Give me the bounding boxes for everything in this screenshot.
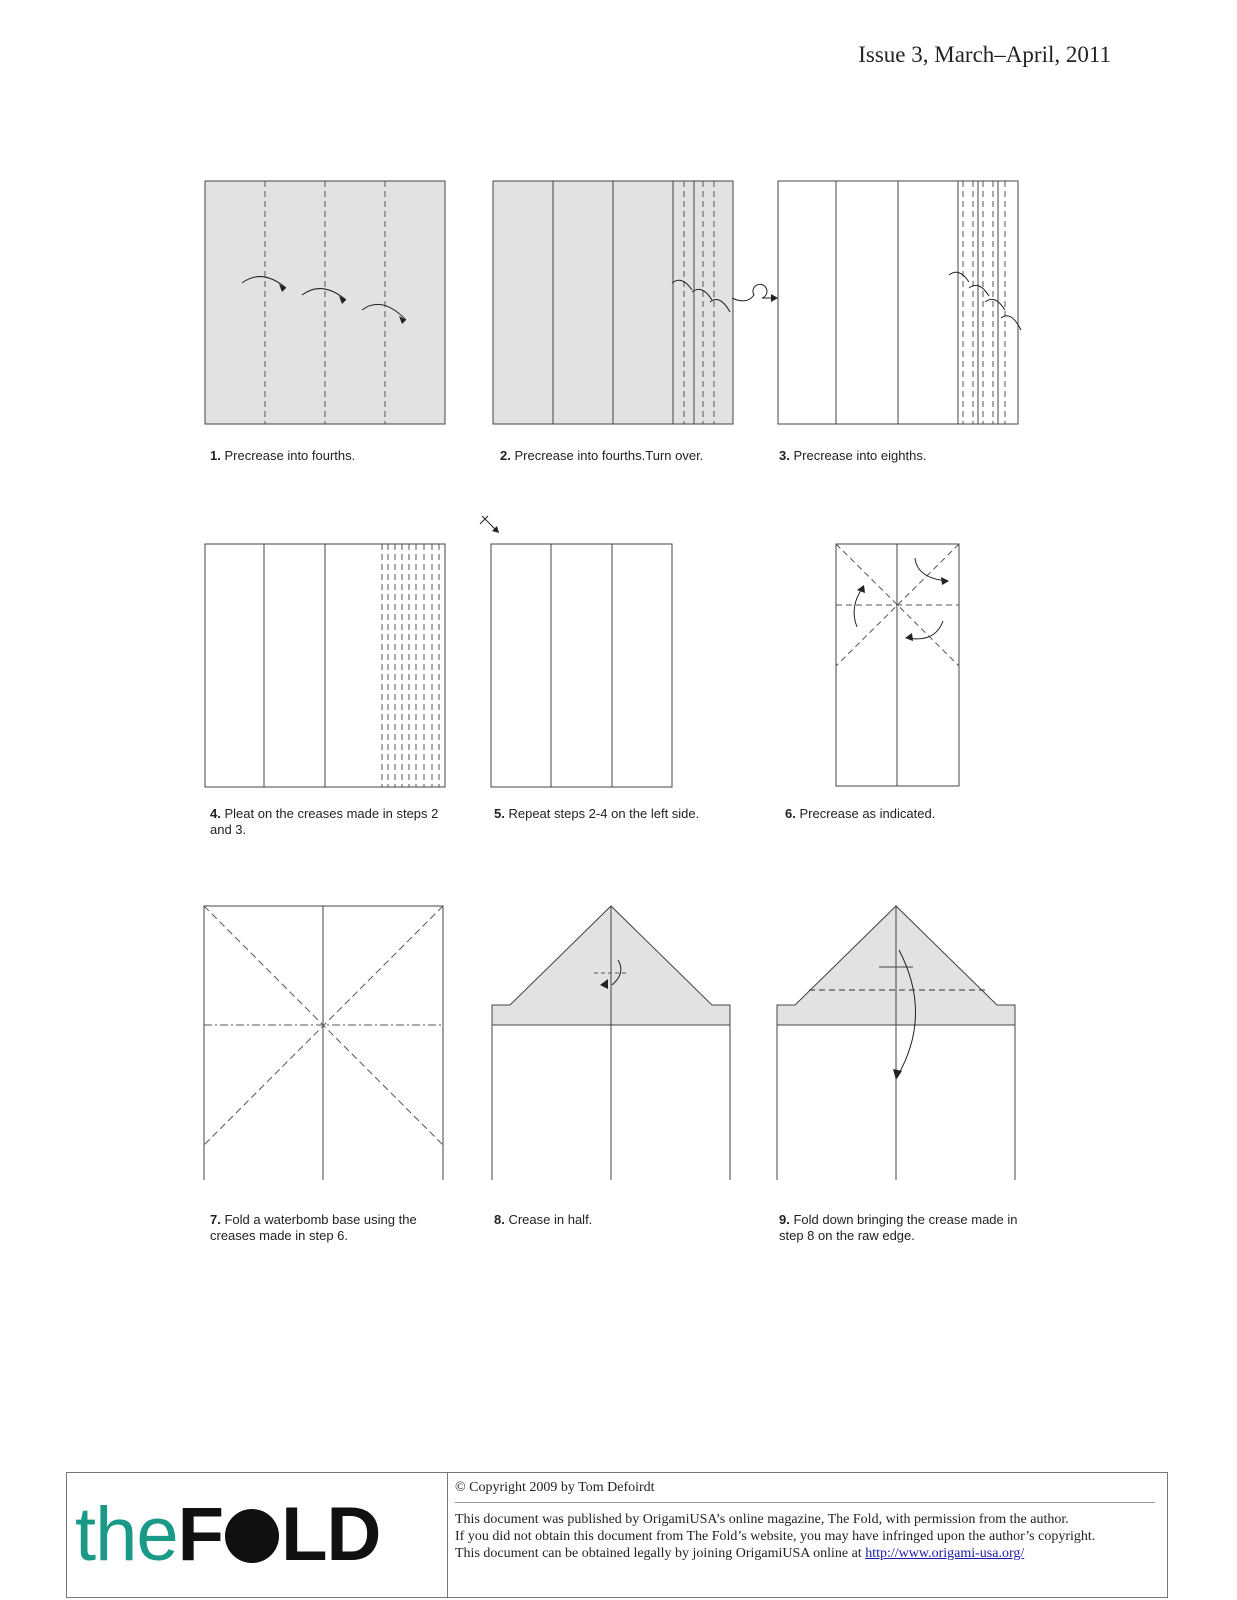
issue-date: Issue 3, March–April, 2011 — [858, 42, 1111, 67]
step-1-caption: 1. Precrease into fourths. — [210, 448, 356, 463]
step-9-diagram — [775, 905, 1017, 1180]
step-7-diagram — [203, 905, 445, 1180]
step-8-diagram — [490, 905, 732, 1180]
footer-line-1: This document was published by OrigamiUSA’s online magazine, The Fold, with permission from the author. — [455, 1512, 1069, 1527]
boat-logo-icon — [225, 1509, 279, 1563]
footer-line-3: This document can be obtained legally by joining OrigamiUSA online at http://www.origami-usa.org/ — [455, 1546, 1025, 1561]
step-5-diagram — [478, 512, 674, 789]
origami-usa-link[interactable]: http://www.origami-usa.org/ — [865, 1546, 1025, 1561]
copyright: © Copyright 2009 by Tom Defoirdt — [455, 1479, 1155, 1503]
step-4-caption: 4. Pleat on the creases made in steps 2 and 3. — [210, 806, 439, 837]
step-9-caption: 9. Fold down bringing the crease made in step 8 on the raw edge. — [779, 1212, 1018, 1243]
footer — [66, 1472, 1168, 1598]
step-8-caption: 8. Crease in half. — [494, 1212, 593, 1227]
logo-box — [67, 1473, 448, 1597]
step-2-diagram — [492, 180, 782, 425]
step-5-caption: 5. Repeat steps 2-4 on the left side. — [494, 806, 700, 821]
step-3-caption: 3. Precrease into eighths. — [779, 448, 927, 463]
step-6-diagram — [835, 543, 961, 788]
footer-text — [455, 1479, 1155, 1562]
step-4-diagram — [204, 543, 446, 788]
step-1-diagram — [204, 180, 446, 425]
step-6-caption: 6. Precrease as indicated. — [785, 806, 936, 821]
step-7-caption: 7. Fold a waterbomb base using the creases made in step 6. — [210, 1212, 417, 1243]
footer-line-2: If you did not obtain this document from The Fold’s website, you may have infringed upon the author’s copyright. — [455, 1529, 1096, 1544]
step-2-caption: 2. Precrease into fourths.Turn over. — [500, 448, 704, 463]
step-3-diagram — [777, 180, 1027, 425]
the-fold-logo: theF LD — [75, 1492, 381, 1577]
